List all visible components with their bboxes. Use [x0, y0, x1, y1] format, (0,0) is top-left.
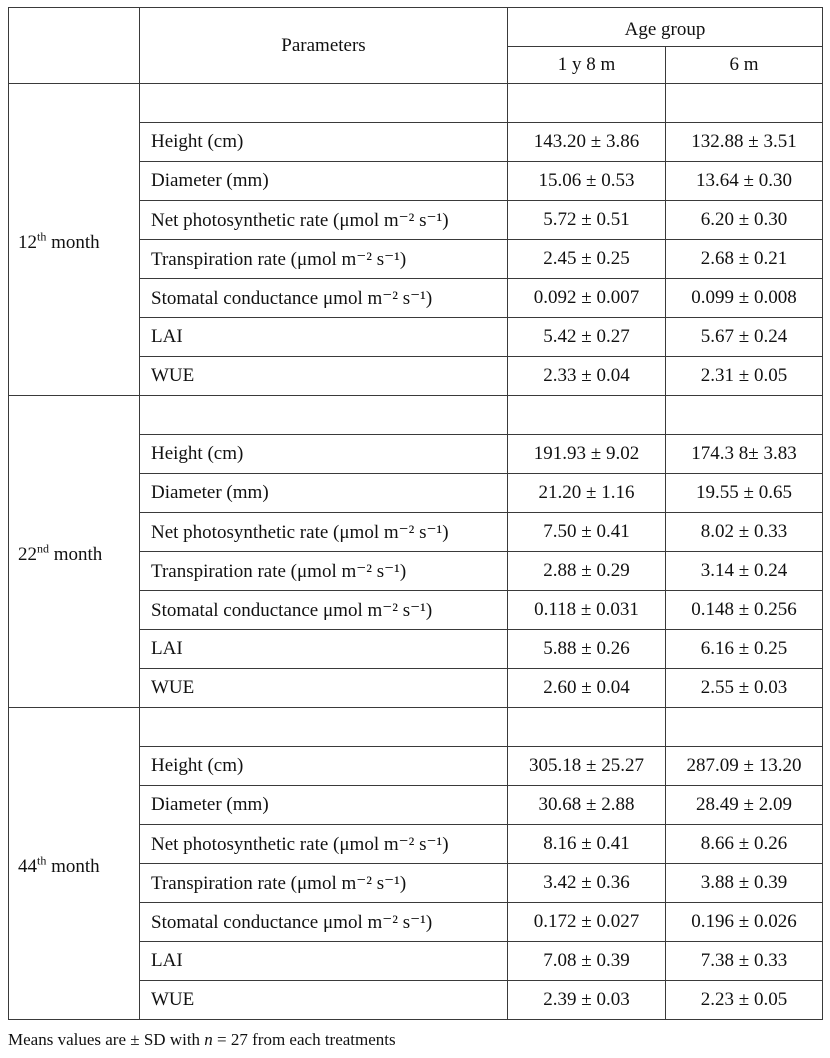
parameter-cell: WUE: [140, 669, 508, 708]
section-label: [9, 396, 140, 708]
parameter-cell: Stomatal conductance μmol m⁻² s⁻¹): [140, 591, 508, 630]
value-6m-cell: 132.88 ± 3.51: [666, 123, 823, 162]
section-number: 12: [18, 231, 37, 253]
section-row: [9, 84, 823, 123]
value-1y8m-cell: 2.88 ± 0.29: [508, 552, 666, 591]
value-6m-cell: 174.3 8± 3.83: [666, 435, 823, 474]
value-1y8m-cell: 5.72 ± 0.51: [508, 201, 666, 240]
value-6m-cell: 3.14 ± 0.24: [666, 552, 823, 591]
parameter-cell: Net photosynthetic rate (μmol m⁻² s⁻¹): [140, 513, 508, 552]
section-blank-cell: [508, 84, 666, 123]
value-6m-cell: 3.88 ± 0.39: [666, 864, 823, 903]
section-blank-cell: [666, 84, 823, 123]
value-1y8m-cell: 2.33 ± 0.04: [508, 357, 666, 396]
value-1y8m-cell: 0.172 ± 0.027: [508, 903, 666, 942]
value-1y8m-cell: 21.20 ± 1.16: [508, 474, 666, 513]
section-blank-cell: [508, 396, 666, 435]
parameter-cell: WUE: [140, 357, 508, 396]
parameter-cell: Stomatal conductance μmol m⁻² s⁻¹): [140, 903, 508, 942]
value-6m-cell: 2.55 ± 0.03: [666, 669, 823, 708]
parameter-cell: LAI: [140, 942, 508, 981]
parameters-table: [8, 7, 823, 1020]
value-6m-cell: 0.099 ± 0.008: [666, 279, 823, 318]
section-row: [9, 396, 823, 435]
section-blank-cell: [140, 396, 508, 435]
parameter-cell: Diameter (mm): [140, 162, 508, 201]
footnote-n: n: [204, 1030, 213, 1049]
footnote-text-after: = 27 from each treatments: [212, 1030, 396, 1049]
section-suffix: month: [49, 543, 103, 565]
value-1y8m-cell: 7.08 ± 0.39: [508, 942, 666, 981]
value-1y8m-cell: 143.20 ± 3.86: [508, 123, 666, 162]
value-1y8m-cell: 15.06 ± 0.53: [508, 162, 666, 201]
value-6m-cell: 0.148 ± 0.256: [666, 591, 823, 630]
section-label: [9, 708, 140, 1020]
value-6m-cell: 19.55 ± 0.65: [666, 474, 823, 513]
parameter-cell: WUE: [140, 981, 508, 1020]
section-label: [9, 84, 140, 396]
table-footnote: [8, 1030, 396, 1050]
section-suffix: month: [46, 231, 100, 253]
section-blank-cell: [140, 708, 508, 747]
header-col-6m: 6 m: [666, 47, 823, 84]
value-1y8m-cell: 3.42 ± 0.36: [508, 864, 666, 903]
value-6m-cell: 8.02 ± 0.33: [666, 513, 823, 552]
value-6m-cell: 2.31 ± 0.05: [666, 357, 823, 396]
parameter-cell: Transpiration rate (μmol m⁻² s⁻¹): [140, 552, 508, 591]
parameter-cell: Transpiration rate (μmol m⁻² s⁻¹): [140, 240, 508, 279]
header-age-group: Age group: [508, 8, 823, 47]
section-row: [9, 708, 823, 747]
parameter-cell: Net photosynthetic rate (μmol m⁻² s⁻¹): [140, 825, 508, 864]
value-1y8m-cell: 2.60 ± 0.04: [508, 669, 666, 708]
section-number: 22: [18, 543, 37, 565]
value-6m-cell: 2.23 ± 0.05: [666, 981, 823, 1020]
value-6m-cell: 5.67 ± 0.24: [666, 318, 823, 357]
value-6m-cell: 287.09 ± 13.20: [666, 747, 823, 786]
value-6m-cell: 13.64 ± 0.30: [666, 162, 823, 201]
section-blank-cell: [666, 708, 823, 747]
value-6m-cell: 0.196 ± 0.026: [666, 903, 823, 942]
parameter-cell: Height (cm): [140, 435, 508, 474]
value-6m-cell: 2.68 ± 0.21: [666, 240, 823, 279]
value-6m-cell: 6.16 ± 0.25: [666, 630, 823, 669]
value-1y8m-cell: 0.092 ± 0.007: [508, 279, 666, 318]
section-blank-cell: [140, 84, 508, 123]
header-parameters: Parameters: [140, 8, 508, 84]
value-1y8m-cell: 7.50 ± 0.41: [508, 513, 666, 552]
parameter-cell: LAI: [140, 318, 508, 357]
value-1y8m-cell: 0.118 ± 0.031: [508, 591, 666, 630]
section-ordinal-suffix: th: [37, 853, 47, 868]
value-6m-cell: 8.66 ± 0.26: [666, 825, 823, 864]
value-1y8m-cell: 5.42 ± 0.27: [508, 318, 666, 357]
parameter-cell: Net photosynthetic rate (μmol m⁻² s⁻¹): [140, 201, 508, 240]
value-1y8m-cell: 2.45 ± 0.25: [508, 240, 666, 279]
value-1y8m-cell: 5.88 ± 0.26: [508, 630, 666, 669]
parameter-cell: LAI: [140, 630, 508, 669]
parameter-cell: Height (cm): [140, 747, 508, 786]
parameter-cell: Diameter (mm): [140, 786, 508, 825]
parameter-cell: Stomatal conductance μmol m⁻² s⁻¹): [140, 279, 508, 318]
section-suffix: month: [46, 855, 100, 877]
value-1y8m-cell: 2.39 ± 0.03: [508, 981, 666, 1020]
section-number: 44: [18, 855, 37, 877]
section-ordinal-suffix: th: [37, 229, 47, 244]
section-ordinal-suffix: nd: [37, 541, 49, 556]
header-row: [9, 8, 823, 47]
section-blank-cell: [508, 708, 666, 747]
parameter-cell: Transpiration rate (μmol m⁻² s⁻¹): [140, 864, 508, 903]
table-body: [9, 8, 823, 1020]
value-1y8m-cell: 30.68 ± 2.88: [508, 786, 666, 825]
footnote-text-before: Means values are ± SD with: [8, 1030, 205, 1049]
section-blank-cell: [666, 396, 823, 435]
value-1y8m-cell: 305.18 ± 25.27: [508, 747, 666, 786]
value-6m-cell: 28.49 ± 2.09: [666, 786, 823, 825]
value-6m-cell: 6.20 ± 0.30: [666, 201, 823, 240]
value-6m-cell: 7.38 ± 0.33: [666, 942, 823, 981]
parameter-cell: Diameter (mm): [140, 474, 508, 513]
parameter-cell: Height (cm): [140, 123, 508, 162]
header-blank-cell: [9, 8, 140, 84]
header-col-1y8m: 1 y 8 m: [508, 47, 666, 84]
value-1y8m-cell: 191.93 ± 9.02: [508, 435, 666, 474]
value-1y8m-cell: 8.16 ± 0.41: [508, 825, 666, 864]
